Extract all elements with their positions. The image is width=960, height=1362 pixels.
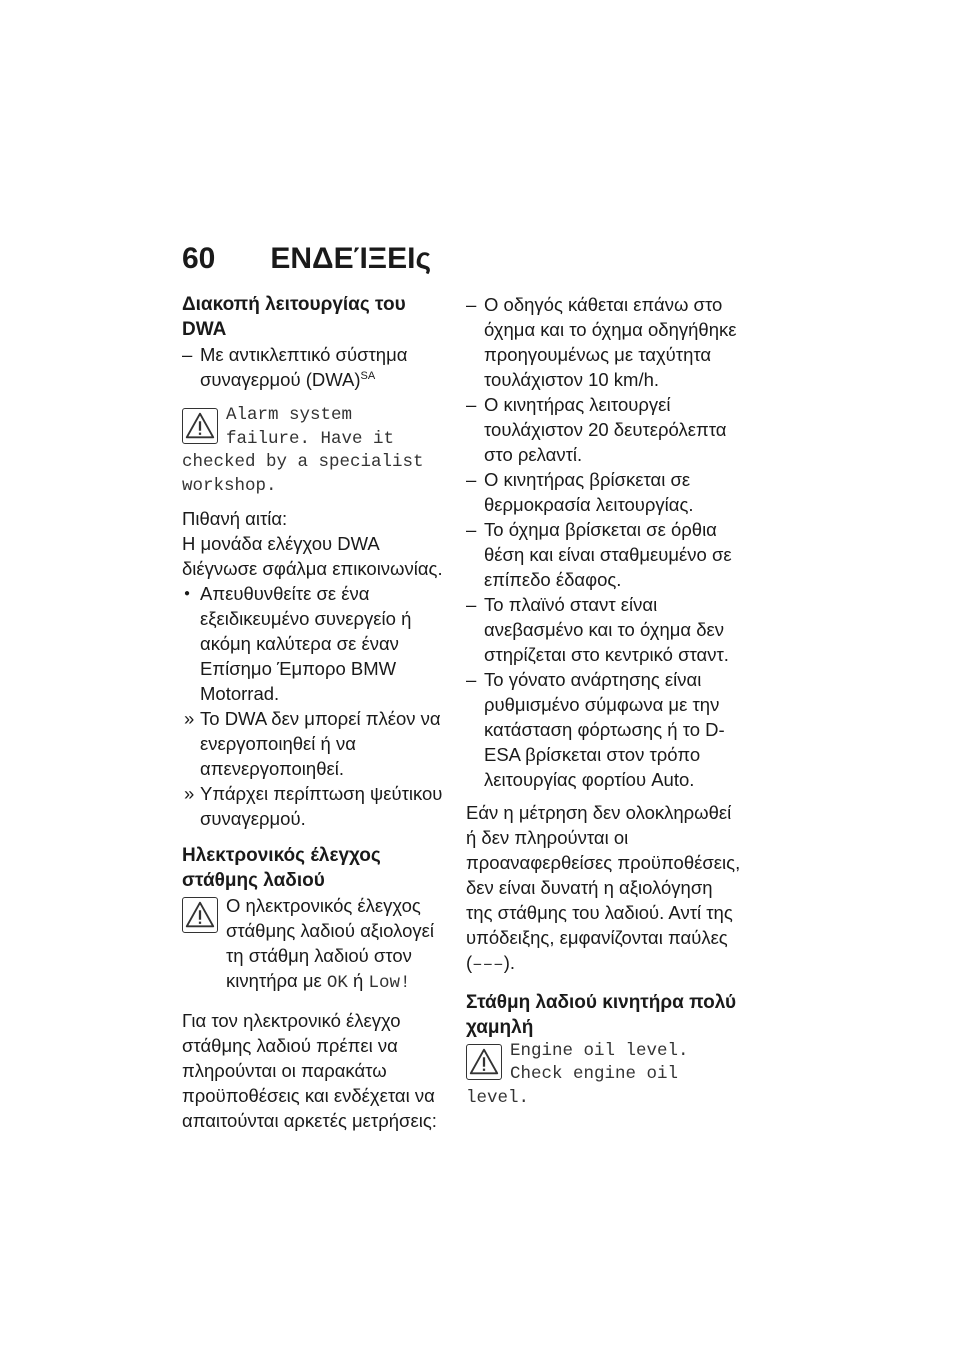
- low-msg-line2: Check engine oil: [510, 1064, 679, 1084]
- alarm-warning-block: [182, 404, 450, 451]
- condition-item: – Ο κινητήρας λειτουργεί τουλάχιστον 20 δευτερόλεπτα στο ρελαντί.: [466, 392, 744, 467]
- dashes-display: –––: [472, 955, 504, 975]
- condition-item: – Το πλαϊνό σταντ είναι ανεβασμένο και το όχημα δεν στηρίζεται στο κεντρικό σταντ.: [466, 592, 744, 667]
- oil-warn-text: Ο ηλεκτρονικός έλεγχος στάθμης λαδιού αξιολογεί τη στάθμη λαδιού στον κινητήρα με: [226, 895, 434, 991]
- right-column: [466, 292, 744, 1110]
- incomplete-text: Εάν η μέτρηση δεν ολοκληρωθεί ή δεν πληρούνται οι προαναφερθείσες προϋποθέσεις, δεν είναι δυνατή η αξιολόγηση της στάθμης του λαδιού. Αντί της υπόδειξης, εμφανίζονται παύλες (–––).: [466, 802, 741, 975]
- page-number: 60: [182, 242, 216, 275]
- dwa-heading: Διακοπή λειτουργίας του DWA: [182, 294, 406, 340]
- alarm-msg-line1: Alarm system: [226, 405, 353, 425]
- possible-cause-label: Πιθανή αιτία:: [182, 508, 288, 529]
- warning-triangle-icon: [182, 408, 218, 444]
- dwa-condition: – Με αντικλεπτικό σύστημα συναγερμού (DWA)$^{SA}$: [182, 342, 450, 392]
- oil-low-value: Low!: [368, 973, 411, 993]
- low-oil-heading: Στάθμη λαδιού κινητήρα πολύ χαμηλή: [466, 991, 737, 1038]
- oil-warning-block: [182, 893, 450, 996]
- alarm-msg-line4: workshop.: [182, 475, 277, 496]
- condition-item: – Το γόνατο ανάρτησης είναι ρυθμισμένο σύμφωνα με την κατάσταση φόρτωσης ή το D-ESA βρίσκεται στον τρόπο λειτουργίας φορτίου Auto.: [466, 667, 744, 792]
- page-title: ΕΝΔΕΊΞΕΙς: [270, 242, 432, 275]
- low-oil-warning-block: [466, 1040, 744, 1087]
- alarm-msg-line2: failure. Have it: [226, 428, 395, 449]
- result-item: » Το DWA δεν μπορεί πλέον να ενεργοποιηθεί ή να απενεργοποιηθεί.: [182, 706, 450, 781]
- page-header: [182, 242, 431, 276]
- oil-ok-value: OK: [326, 973, 348, 993]
- oil-conditions-intro: Για τον ηλεκτρονικό έλεγχο στάθμης λαδιού πρέπει να πληρούνται οι παρακάτω προϋποθέσεις και ενδέχεται να απαιτούνται αρκετές μετρήσεις:: [182, 1009, 437, 1131]
- condition-item: – Ο οδηγός κάθεται επάνω στο όχημα και το όχημα οδηγήθηκε προηγουμένως με ταχύτητα τουλάχιστον 10 km/h.: [466, 292, 744, 392]
- condition-item: – Ο κινητήρας βρίσκεται σε θερμοκρασία λειτουργίας.: [466, 467, 744, 517]
- condition-item: – Το όχημα βρίσκεται σε όρθια θέση και είναι σταθμευμένο σε επίπεδο έδαφος.: [466, 517, 744, 592]
- alarm-msg-line3: checked by a specialist: [182, 452, 424, 472]
- oil-or-word: ή: [347, 970, 369, 991]
- warning-triangle-icon: [182, 897, 218, 933]
- low-msg-line1: Engine oil level.: [510, 1040, 689, 1061]
- low-msg-line3: level.: [466, 1087, 530, 1108]
- left-column: [182, 292, 450, 1133]
- warning-triangle-icon: [466, 1044, 502, 1080]
- result-item: » Υπάρχει περίπτωση ψεύτικου συναγερμού.: [182, 781, 450, 831]
- oil-heading: Ηλεκτρονικός έλεγχος στάθμης λαδιού: [182, 845, 381, 891]
- action-bullet: ● Απευθυνθείτε σε ένα εξειδικευμένο συνεργείο ή ακόμη καλύτερα σε έναν Επίσημο Έμπορο BMW Motorrad.: [182, 581, 450, 706]
- possible-cause-text: Η μονάδα ελέγχου DWA διέγνωσε σφάλμα επικοινωνίας.: [182, 533, 443, 579]
- sa-superscript: SA: [360, 370, 376, 382]
